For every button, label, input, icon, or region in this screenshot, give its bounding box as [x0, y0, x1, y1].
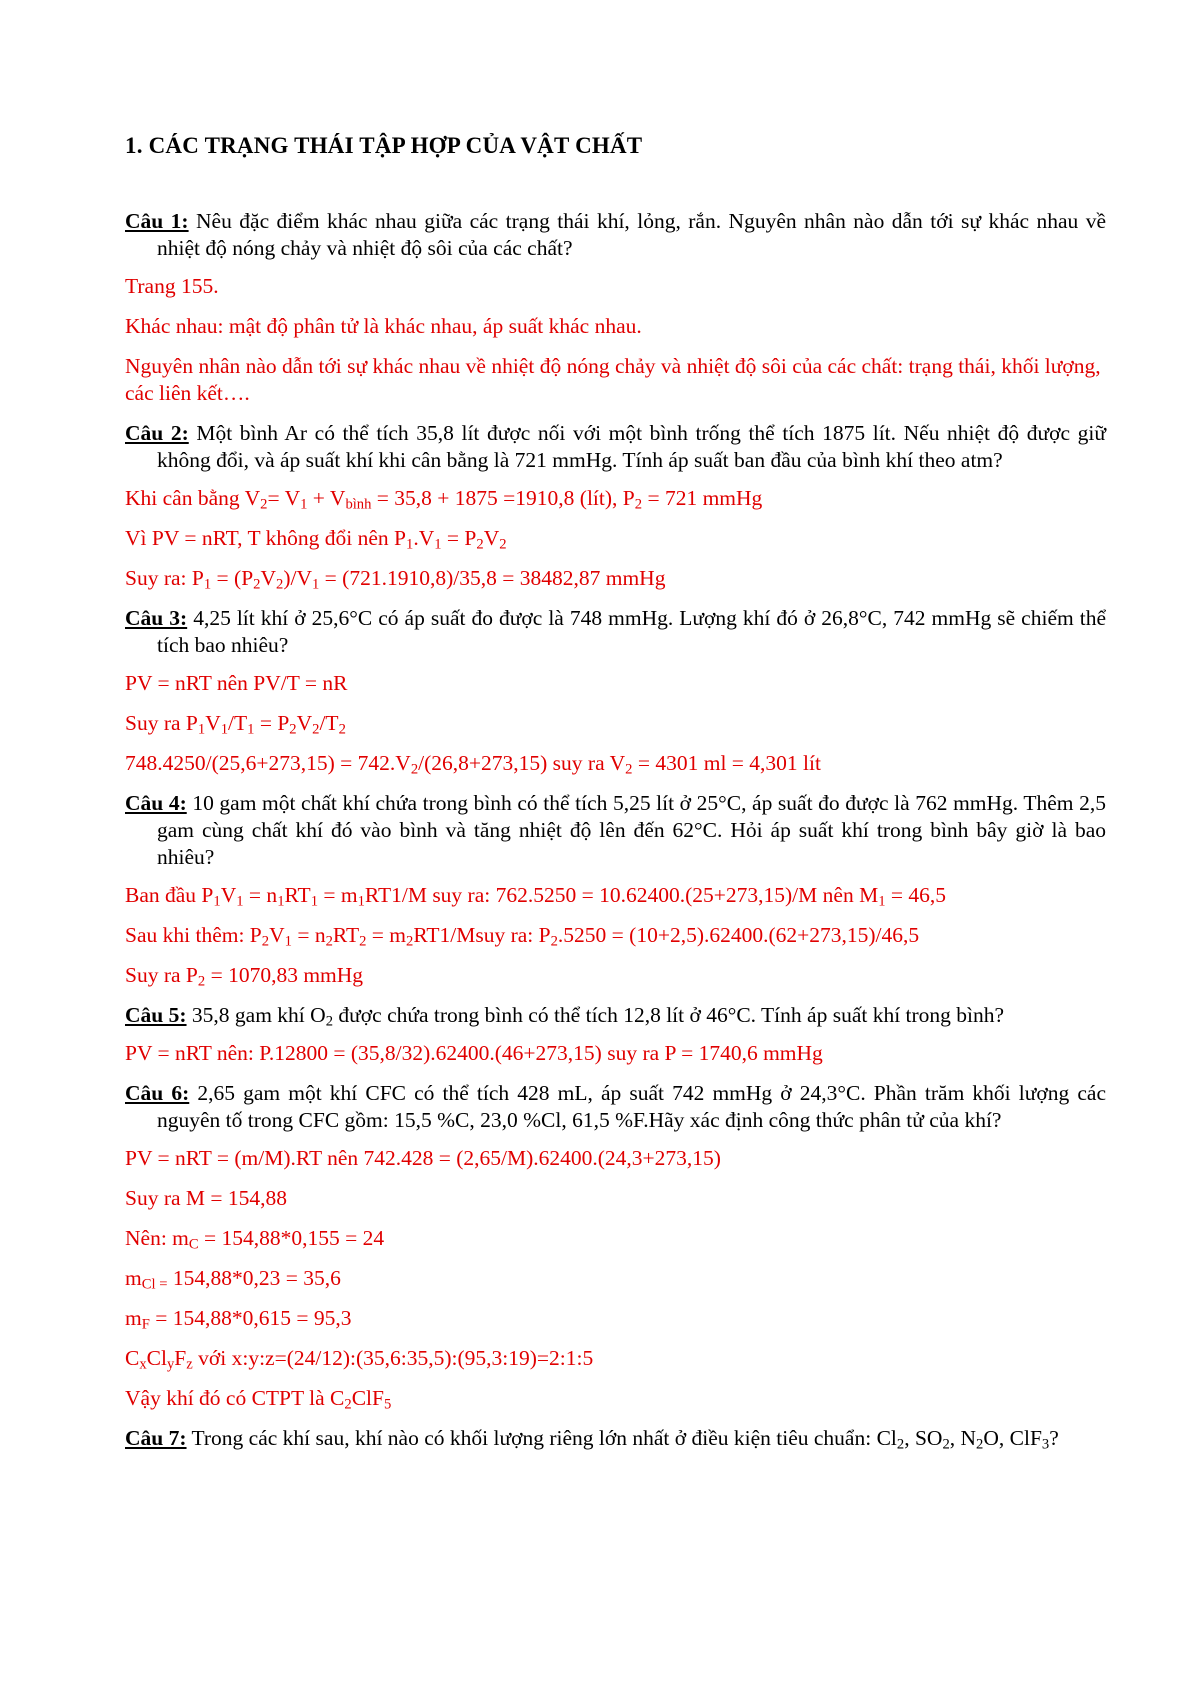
question-text: , SO [904, 1426, 943, 1450]
answer-line: Ban đầu $P_1V_1 = n_1RT_1 = m_1RT1/M$ suy ra: 762.5250 = 10.62400.(25+273,15)/M nên $M_1 = 46,5$ [125, 883, 947, 910]
question-text: N [960, 1426, 977, 1450]
answer-line: Suy ra $P_1V_1/T_1 = P_2V_2/T_2$ [125, 711, 346, 738]
answer-line: Sau khi thêm: $P_2V_1 = n_2RT_2$ = $m_2RT1$/Msuy ra: $P_2.5250 = (10+2,5).62400.(62+273,15)/46,5$ [125, 923, 920, 950]
question-label: Câu 6: [125, 1081, 190, 1105]
answer-line: PV = nRT = (m/M).RT nên 742.428 = (2,65/M).62400.(24,3+273,15) [125, 1146, 721, 1170]
question-1 [125, 208, 1106, 262]
question-5: Câu 5: 35,8 gam khí $O_2$ được chứa trong bình có thể tích 12,8 lít ở 46°C. Tính áp suất khí trong bình? [125, 1003, 1005, 1030]
question-text: O, ClF [983, 1426, 1042, 1450]
question-text: 2,65 gam một khí CFC có thể tích 428 mL, áp suất 742 mmHg ở 24,3°C. Phần trăm khối lượng các nguyên tố trong CFC gồm: 15,5 %C, 23,0 %Cl, 61,5 %F.Hãy xác định công thức phân tử của khí? [157, 1081, 1106, 1132]
question-label: Câu 7: [125, 1426, 187, 1450]
answer-line: PV = nRT nên PV/T = nR [125, 671, 348, 695]
question-label: Câu 5: [125, 1003, 187, 1027]
question-4 [125, 790, 1106, 871]
answer-line: $m_{Cl =}$ 154,88*0,23 = 35,6 [125, 1266, 341, 1293]
question-label: Câu 3: [125, 606, 188, 630]
question-7: Câu 7: Trong các khí sau, khí nào có khối lượng riêng lớn nhất ở điều kiện tiêu chuẩn: $Cl_2$, $SO_2$, $N_2O$, ClF$_3$? [125, 1426, 1059, 1453]
answer-line: Suy ra M = 154,88 [125, 1186, 288, 1210]
answer-line: Vậy khí đó có CTPT là $C_2ClF_5$ [125, 1386, 392, 1413]
answer-line: $C_xCl_yF_z$ với x:y:z=(24/12):(35,6:35,5):(95,3:19)=2:1:5 [125, 1346, 594, 1373]
question-text: , [949, 1426, 956, 1450]
answer-line: $m_F = 154,88*0,615 = 95,3$ [125, 1306, 352, 1333]
answer-line: $748.4250/(25,6+273,15) = 742.V_2/(26,8+273,15)$ suy ra $V_2 = 4301$ ml = 4,301 lít [125, 751, 821, 778]
answer-line: Suy ra $P_2 = 1070,83$ mmHg [125, 963, 364, 990]
answer-line: Khác nhau: mật độ phân tử là khác nhau, áp suất khác nhau. [125, 314, 642, 338]
answer-line: Trang 155. [125, 274, 219, 298]
question-text: được chứa trong bình có thể tích 12,8 lít ở 46°C. Tính áp suất khí trong bình? [333, 1003, 1005, 1027]
answer-line: Nguyên nhân nào dẫn tới sự khác nhau về nhiệt độ nóng chảy và nhiệt độ sôi của các chất: trạng thái, khối lượng, các liên kết…. [125, 354, 1101, 405]
answer-line: Vì PV = nRT, T không đổi nên $P_1.V_1 = P_2V_2$ [125, 526, 507, 553]
question-text: 10 gam một chất khí chứa trong bình có thể tích 5,25 lít ở 25°C, áp suất đo được là 762 mmHg. Thêm 2,5 gam cùng chất khí đó vào bình và tăng nhiệt độ lên đến 62°C. Hỏi áp suất khí trong bình bây giờ là bao nhiêu? [157, 791, 1106, 869]
question-label: Câu 1: [125, 209, 189, 233]
answer-line: Suy ra: $P_1 = (P_2V_2)/V_1 = (721.1910,8)/35,8 = 38482,87$ mmHg [125, 566, 666, 593]
question-label: Câu 4: [125, 791, 187, 815]
section-title: 1. CÁC TRẠNG THÁI TẬP HỢP CỦA VẬT CHẤT [125, 133, 643, 158]
question-3 [125, 605, 1106, 659]
question-6 [125, 1080, 1106, 1134]
answer-line: PV = nRT nên: P.12800 = (35,8/32).62400.(46+273,15) suy ra P = 1740,6 mmHg [125, 1041, 823, 1065]
question-text: 4,25 lít khí ở 25,6°C có áp suất đo được là 748 mmHg. Lượng khí đó ở 26,8°C, 742 mmHg sẽ chiếm thể tích bao nhiêu? [157, 606, 1106, 657]
answer-line: Khi cân bằng $V_2= V_1 + V_{bình} = 35,8 + 1875 =1910,8$ (lít), $P_2 = 721$ mmHg [125, 486, 763, 513]
question-text: Trong các khí sau, khí nào có khối lượng riêng lớn nhất ở điều kiện tiêu chuẩn: Cl [186, 1426, 897, 1450]
question-text: Một bình Ar có thể tích 35,8 lít được nối với một bình trống thể tích 1875 lít. Nếu nhiệt độ được giữ không đổi, và áp suất khí khi cân bằng là 721 mmHg. Tính áp suất ban đầu của bình khí theo atm? [157, 421, 1106, 472]
answer-line: Nên: $m_C = 154,88*0,155 = 24$ [125, 1226, 385, 1253]
question-text: ? [1049, 1426, 1059, 1450]
question-text: Nêu đặc điểm khác nhau giữa các trạng thái khí, lỏng, rắn. Nguyên nhân nào dẫn tới sự khác nhau về nhiệt độ nóng chảy và nhiệt độ sôi của các chất? [157, 209, 1106, 260]
question-2 [125, 420, 1106, 474]
question-text: 35,8 gam khí O [186, 1003, 326, 1027]
question-label: Câu 2: [125, 421, 189, 445]
